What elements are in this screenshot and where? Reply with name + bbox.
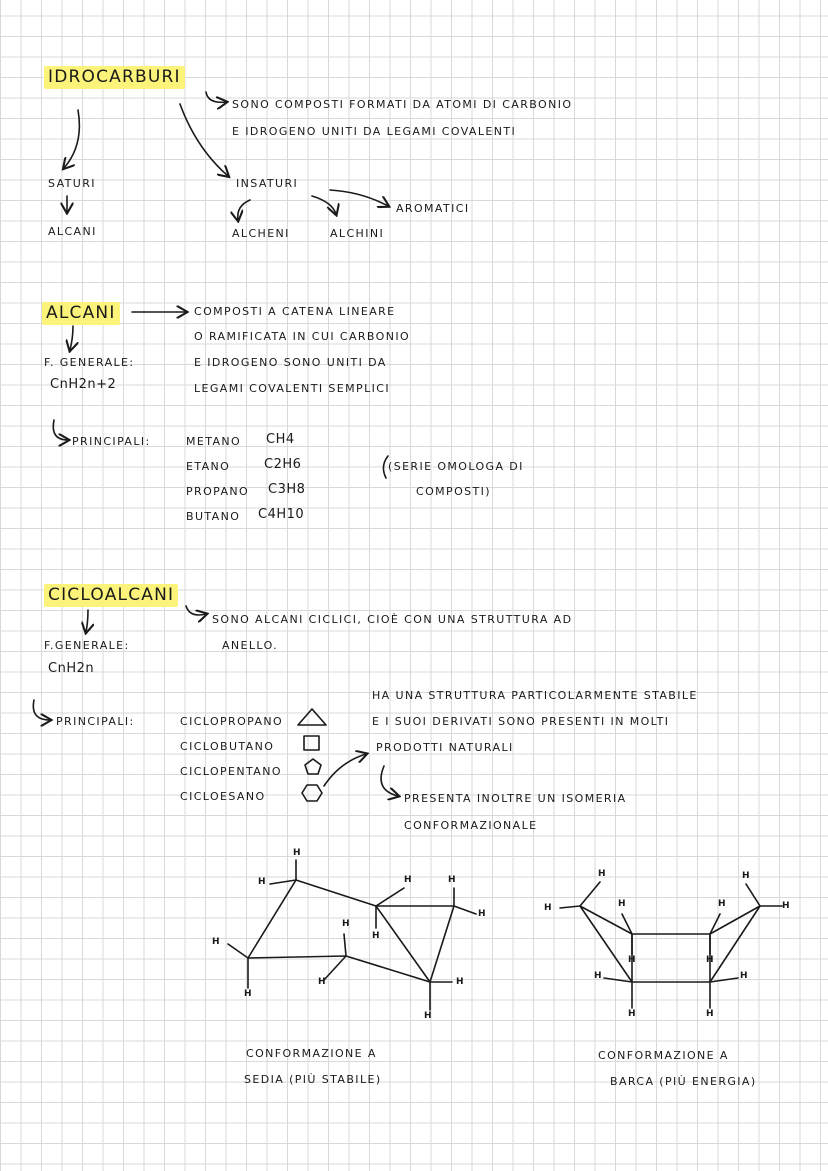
title-cicloalcani: CICLOALCANI bbox=[44, 584, 178, 607]
general-formula: CnH2n bbox=[48, 661, 95, 676]
hydrogen-atom: H bbox=[212, 937, 220, 947]
cycloalkane-name: CICLOPENTANO bbox=[180, 765, 282, 778]
alcani-definition-3: E IDROGENO SONO UNITI DA bbox=[194, 356, 387, 369]
hydrogen-atom: H bbox=[740, 971, 748, 981]
arrow-alcani-formula bbox=[70, 326, 73, 350]
cycloalkane-name: CICLOBUTANO bbox=[180, 740, 275, 753]
alcani-definition-1: COMPOSTI A CATENA LINEARE bbox=[194, 305, 396, 318]
hydrogen-atom: H bbox=[478, 909, 486, 919]
alkane-formula: CH4 bbox=[266, 432, 295, 447]
alkane-formula: C2H6 bbox=[264, 457, 302, 472]
hydrogen-atom: H bbox=[424, 1011, 432, 1021]
alcani-definition-4: LEGAMI COVALENTI SEMPLICI bbox=[194, 382, 390, 395]
hydrogen-atom: H bbox=[618, 899, 626, 909]
hydrogen-atom: H bbox=[293, 848, 301, 858]
principali-label: PRINCIPALI: bbox=[56, 715, 135, 728]
label-alcani: ALCANI bbox=[48, 225, 97, 238]
title-alcani: ALCANI bbox=[42, 302, 120, 325]
label-aromatici: AROMATICI bbox=[396, 202, 470, 215]
alkane-formula: C3H8 bbox=[268, 482, 306, 497]
alkane-name: BUTANO bbox=[186, 510, 241, 523]
stable-note-2: E I SUOI DERIVATI SONO PRESENTI IN MOLTI bbox=[372, 715, 670, 728]
hexagon-shape bbox=[302, 785, 322, 801]
arrow-to-stable-note bbox=[324, 754, 366, 786]
chair-caption-2: SEDIA (PIÙ STABILE) bbox=[244, 1073, 382, 1086]
hydrogen-atom: H bbox=[598, 869, 606, 879]
formula-label: F.GENERALE: bbox=[44, 639, 130, 652]
isomeria-note-2: CONFORMAZIONALE bbox=[404, 819, 538, 832]
hydrogen-atom: H bbox=[782, 901, 790, 911]
hydrogen-atom: H bbox=[318, 977, 326, 987]
series-note-1: (SERIE OMOLOGA DI bbox=[388, 460, 524, 473]
arrow-to-definition bbox=[206, 92, 226, 102]
arrow-to-aromatici bbox=[330, 190, 388, 206]
hydrogen-atom: H bbox=[456, 977, 464, 987]
square-shape bbox=[304, 736, 319, 750]
arrow-to-saturi bbox=[64, 110, 79, 168]
alcani-definition-2: O RAMIFICATA IN CUI CARBONIO bbox=[194, 330, 411, 343]
hydrogen-atom: H bbox=[258, 877, 266, 887]
triangle-shape bbox=[298, 709, 326, 725]
cicloalcani-definition-2: ANELLO. bbox=[222, 639, 279, 652]
hydrogen-atom: H bbox=[742, 871, 750, 881]
arrow-to-principali-3 bbox=[33, 700, 50, 720]
hydrogen-atom: H bbox=[628, 955, 636, 965]
hydrogen-atom: H bbox=[706, 1009, 714, 1019]
label-alcheni: ALCHENI bbox=[232, 227, 290, 240]
chair-caption-1: CONFORMAZIONE A bbox=[246, 1047, 377, 1060]
alkane-name: METANO bbox=[186, 435, 242, 448]
cicloalcani-definition-1: SONO ALCANI CICLICI, CIOÈ CON UNA STRUTTURA AD bbox=[212, 613, 573, 626]
arrow-to-isomeria bbox=[381, 766, 398, 796]
alkane-name: PROPANO bbox=[186, 485, 250, 498]
alkane-name: ETANO bbox=[186, 460, 231, 473]
boat-caption-2: BARCA (PIÙ ENERGIA) bbox=[610, 1075, 757, 1088]
hydrogen-atom: H bbox=[718, 899, 726, 909]
boat-conformation bbox=[560, 882, 782, 1008]
hydrogen-atom: H bbox=[244, 989, 252, 999]
hydrogen-atom: H bbox=[594, 971, 602, 981]
definition-line-1: SONO COMPOSTI FORMATI DA ATOMI DI CARBONIO bbox=[232, 98, 573, 111]
label-saturi: SATURI bbox=[48, 177, 96, 190]
arrow-cicloalcani-definition bbox=[186, 606, 206, 615]
stable-note-1: HA UNA STRUTTURA PARTICOLARMENTE STABILE bbox=[372, 689, 698, 702]
label-alchini: ALCHINI bbox=[330, 227, 385, 240]
formula-label: F. GENERALE: bbox=[44, 356, 135, 369]
arrow-to-insaturi bbox=[180, 104, 228, 176]
arrow-to-alcheni bbox=[238, 200, 250, 220]
principali-label: PRINCIPALI: bbox=[72, 435, 151, 448]
hydrogen-atom: H bbox=[372, 931, 380, 941]
arrow-to-principali bbox=[53, 420, 68, 440]
arrow-cicloalcani-formula bbox=[86, 610, 88, 632]
hydrogen-atom: H bbox=[544, 903, 552, 913]
alkane-formula: C4H10 bbox=[258, 507, 305, 522]
boat-caption-1: CONFORMAZIONE A bbox=[598, 1049, 729, 1062]
hydrogen-atom: H bbox=[706, 955, 714, 965]
hydrogen-atom: H bbox=[448, 875, 456, 885]
hydrogen-atom: H bbox=[342, 919, 350, 929]
hydrogen-atom: H bbox=[628, 1009, 636, 1019]
stable-note-3: PRODOTTI NATURALI bbox=[376, 741, 514, 754]
label-insaturi: INSATURI bbox=[236, 177, 299, 190]
arrow-to-alchini bbox=[312, 196, 336, 214]
cycloalkane-name: CICLOPROPANO bbox=[180, 715, 284, 728]
general-formula: CnH2n+2 bbox=[50, 377, 117, 392]
isomeria-note-1: PRESENTA INOLTRE UN ISOMERIA bbox=[404, 792, 627, 805]
series-note-2: COMPOSTI) bbox=[416, 485, 491, 498]
pentagon-shape bbox=[305, 759, 321, 774]
cycloalkane-name: CICLOESANO bbox=[180, 790, 266, 803]
title-idrocarburi: IDROCARBURI bbox=[44, 66, 185, 89]
hydrogen-atom: H bbox=[404, 875, 412, 885]
definition-line-2: E IDROGENO UNITI DA LEGAMI COVALENTI bbox=[232, 125, 517, 138]
